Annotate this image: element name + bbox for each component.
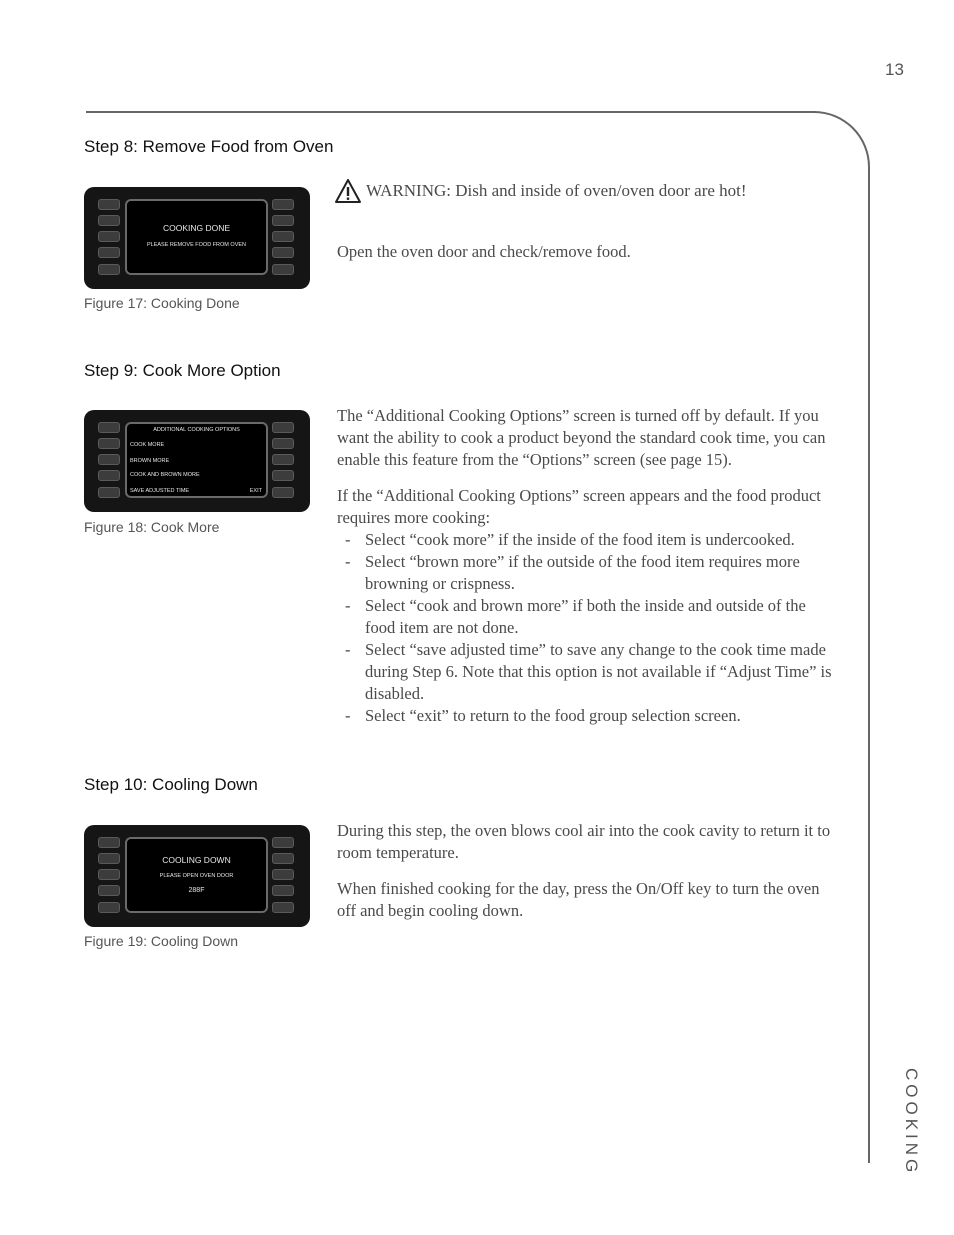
screen-title: COOLING DOWN xyxy=(162,855,231,865)
warning-triangle-icon xyxy=(334,178,362,204)
step9-heading: Step 9: Cook More Option xyxy=(84,361,281,380)
option-exit[interactable]: EXIT xyxy=(249,488,262,494)
left-key-4[interactable] xyxy=(98,470,120,481)
step9-paragraph1: The “Additional Cooking Options” screen is turned off by default. If you want the ability to cook a product beyond the standard cook time, you can enable this feature from the “Options” screen (see page 15). xyxy=(337,406,826,469)
left-key-3[interactable] xyxy=(98,454,120,465)
list-item: - Select “cook more” if the inside of the food item is undercooked. xyxy=(337,529,837,551)
cooking-done-panel xyxy=(84,187,310,289)
option-cook-more[interactable]: COOK MORE xyxy=(130,442,165,448)
right-key-1[interactable] xyxy=(272,837,294,848)
list-item: - Select “exit” to return to the food group selection screen. xyxy=(337,705,837,727)
right-key-3[interactable] xyxy=(272,869,294,880)
figure18-caption: Figure 18: Cook More xyxy=(84,519,220,535)
left-key-3[interactable] xyxy=(98,869,120,880)
screen-subtitle: PLEASE REMOVE FOOD FROM OVEN xyxy=(146,242,247,248)
step8-heading: Step 8: Remove Food from Oven xyxy=(84,137,334,156)
step9-text xyxy=(337,405,837,727)
left-key-5[interactable] xyxy=(98,264,120,275)
figure19-caption: Figure 19: Cooling Down xyxy=(84,933,239,949)
list-item: - Select “save adjusted time” to save any change to the cook time made during Step 6. Note that this option is not available if “Adjust Time” is disabled. xyxy=(337,639,837,705)
screen-title: COOKING DONE xyxy=(162,223,231,233)
cook-more-options-list xyxy=(337,529,837,727)
right-key-2[interactable] xyxy=(272,438,294,449)
display-screen xyxy=(125,199,268,275)
display-screen xyxy=(125,422,268,498)
cook-more-panel xyxy=(84,410,310,512)
right-key-4[interactable] xyxy=(272,885,294,896)
step9-paragraph2: If the “Additional Cooking Options” screen appears and the food product requires more cooking: xyxy=(337,486,821,527)
left-key-3[interactable] xyxy=(98,231,120,242)
temperature-readout: 288F xyxy=(188,887,205,894)
display-screen xyxy=(125,837,268,913)
cooling-down-panel xyxy=(84,825,310,927)
option-brown-more[interactable]: BROWN MORE xyxy=(130,458,170,464)
option-save-adjusted-time[interactable]: SAVE ADJUSTED TIME xyxy=(130,488,190,494)
right-key-2[interactable] xyxy=(272,215,294,226)
page-number: 13 xyxy=(885,60,904,79)
left-key-2[interactable] xyxy=(98,438,120,449)
step8-instruction xyxy=(337,241,837,277)
header-rule xyxy=(86,111,816,113)
left-key-4[interactable] xyxy=(98,247,120,258)
left-key-1[interactable] xyxy=(98,199,120,210)
left-key-1[interactable] xyxy=(98,422,120,433)
section-side-tab: COOKING xyxy=(902,1068,921,1177)
step10-text xyxy=(337,820,837,936)
left-key-1[interactable] xyxy=(98,837,120,848)
left-key-5[interactable] xyxy=(98,487,120,498)
right-key-3[interactable] xyxy=(272,231,294,242)
step10-paragraph1: During this step, the oven blows cool air into the cook cavity to return it to room temperature. xyxy=(337,821,831,862)
left-key-2[interactable] xyxy=(98,215,120,226)
step10-paragraph2: When finished cooking for the day, press the On/Off key to turn the oven off and begin cooling down. xyxy=(337,879,820,920)
right-key-2[interactable] xyxy=(272,853,294,864)
left-key-5[interactable] xyxy=(98,902,120,913)
right-key-1[interactable] xyxy=(272,422,294,433)
warning-line xyxy=(334,176,747,206)
left-key-4[interactable] xyxy=(98,885,120,896)
right-key-5[interactable] xyxy=(272,902,294,913)
screen-subtitle: PLEASE OPEN OVEN DOOR xyxy=(159,873,234,879)
right-key-1[interactable] xyxy=(272,199,294,210)
screen-title: ADDITIONAL COOKING OPTIONS xyxy=(153,427,240,433)
right-key-5[interactable] xyxy=(272,264,294,275)
right-key-5[interactable] xyxy=(272,487,294,498)
list-item: - Select “brown more” if the outside of the food item requires more browning or crispness. xyxy=(337,551,837,595)
figure17-caption: Figure 17: Cooking Done xyxy=(84,295,240,311)
step10-heading: Step 10: Cooling Down xyxy=(84,775,258,794)
list-item: - Select “cook and brown more” if both the inside and outside of the food item are not done. xyxy=(337,595,837,639)
step8-instruction-text: Open the oven door and check/remove food. xyxy=(337,242,631,261)
option-cook-and-brown-more[interactable]: COOK AND BROWN MORE xyxy=(130,472,200,478)
right-key-4[interactable] xyxy=(272,470,294,481)
left-key-2[interactable] xyxy=(98,853,120,864)
warning-text: WARNING: Dish and inside of oven/oven door are hot! xyxy=(366,181,747,200)
right-key-4[interactable] xyxy=(272,247,294,258)
right-key-3[interactable] xyxy=(272,454,294,465)
